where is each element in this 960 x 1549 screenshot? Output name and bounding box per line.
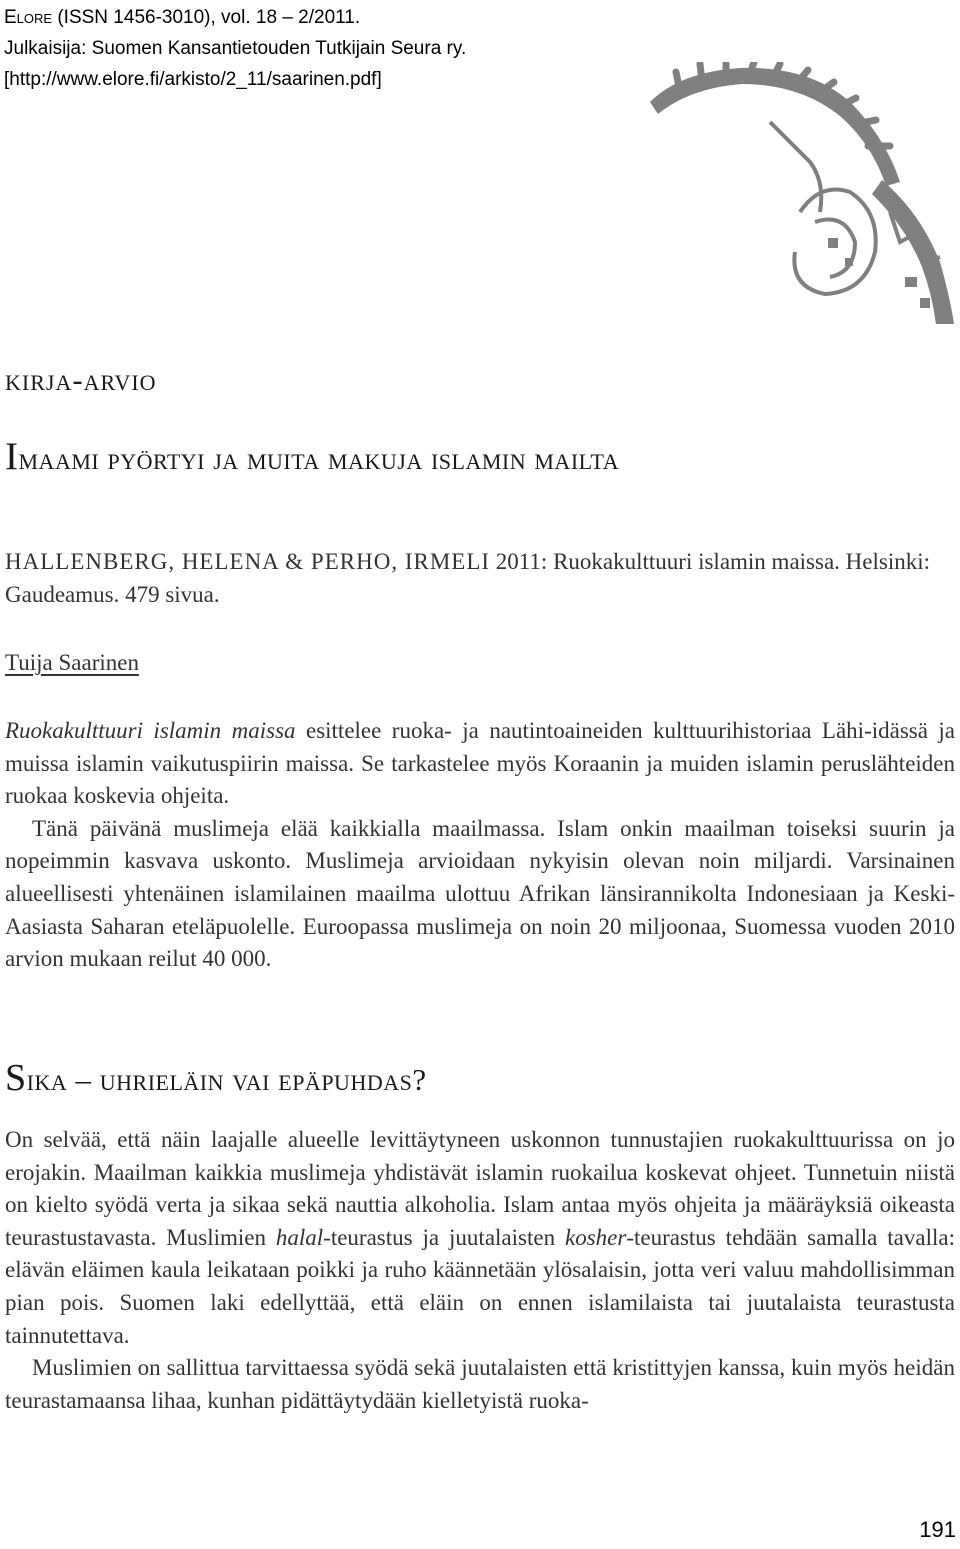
term-halal: halal: [275, 1224, 324, 1250]
section-initial: S: [5, 1057, 27, 1099]
header-line-2: Julkaisija: Suomen Kansantietouden Tutkijain Seura ry.: [4, 38, 467, 59]
page-title: [5, 434, 619, 479]
intro-paragraph-1-text: esittelee ruoka- ja nautintoaineiden kulttuurihistoriaa Lähi-idässä ja muissa islamin vaikutuspiirin maissa. Se tarkastelee myös Koraanin ja muiden islamin peruslähteiden ruokaa koskevia ohjeita.: [5, 718, 955, 809]
title-initial: I: [5, 435, 19, 478]
section-paragraph-1-c: -teurastus tehdään samalla tavalla: elävän eläimen kaula leikataan poikki ja ruho käännetään ylösalaisin, jotta veri valuu mahdollisimman pian pois. Suomen laki edellyttää, että eläin on ennen islamilaista tai juutalaista teurastusta tainnutettava.: [5, 1224, 955, 1348]
intro-paragraph-2: Tänä päivänä muslimeja elää kaikkialla maailmassa. Islam onkin maailman toiseksi suurin ja nopeimmin kasvava uskonto. Muslimeja arvioidaan nykyisin olevan noin miljardi. Varsinainen alueellisesti yhtenäinen islamilainen maailma ulottuu Afrikan länsirannikolta Indonesiaan ja Keski-Aasiasta Saharan eteläpuolelle. Euroopassa muslimeja on noin 20 miljoonaa, Suomessa vuoden 2010 arvion mukaan reilut 40 000.: [5, 815, 955, 972]
journal-header: [4, 2, 466, 95]
section-paragraph-1: [5, 1124, 955, 1352]
header-url[interactable]: [http://www.elore.fi/arkisto/2_11/saarinen.pdf]: [4, 69, 382, 90]
page-number: 191: [919, 1517, 956, 1542]
section-paragraph-2: Muslimien on sallittua tarvittaessa syödä sekä juutalaisten että kristittyjen kanssa, kuin myös heidän teurastamaansa lihaa, kunhan pidättäytydään kielletyistä ruoka-: [5, 1355, 955, 1413]
book-authors: HALLENBERG, HELENA & PERHO, IRMELI: [5, 549, 491, 574]
journal-name: Elore: [4, 7, 53, 28]
intro-text: [5, 715, 955, 976]
bibliographic-reference: [5, 545, 955, 611]
term-kosher: kosher: [565, 1224, 627, 1250]
book-details: 2011: Ruokakulttuuri islamin maissa. Helsinki: Gaudeamus. 479 sivua.: [5, 549, 930, 607]
section-text: [5, 1124, 955, 1417]
section-label: kirja-arvio: [5, 362, 157, 397]
section-paragraph-1-a: On selvää, että näin laajalle alueelle levittäytyneen uskonnon tunnustajien ruokakulttuurissa on jo erojakin. Maailman kaikkia muslimeja yhdistävät islamin ruokailua koskevat ohjeet. Tunnetuin niistä on kielto syödä verta ja sikaa sekä nauttia alkoholia. Islam antaa myös ohjeita ja määräyksiä oikeasta teurastustavasta. Muslimien: [5, 1127, 955, 1250]
reindeer-antler-logo: [650, 62, 960, 324]
intro-paragraph-1: [5, 715, 955, 813]
section-heading: [5, 1056, 427, 1100]
book-title-italic: Ruokakulttuuri islamin maissa: [5, 718, 296, 743]
header-line-1: [4, 2, 466, 33]
section-paragraph-1-b: -teurastus ja juutalaisten: [323, 1224, 565, 1250]
title-rest: maami pyörtyi ja muita makuja islamin mailta: [18, 441, 620, 476]
reviewer-name: Tuija Saarinen: [5, 650, 139, 675]
journal-issue: (ISSN 1456-3010), vol. 18 – 2/2011.: [52, 7, 361, 28]
section-heading-rest: ika – uhrieläin vai epäpuhdas?: [26, 1062, 427, 1097]
